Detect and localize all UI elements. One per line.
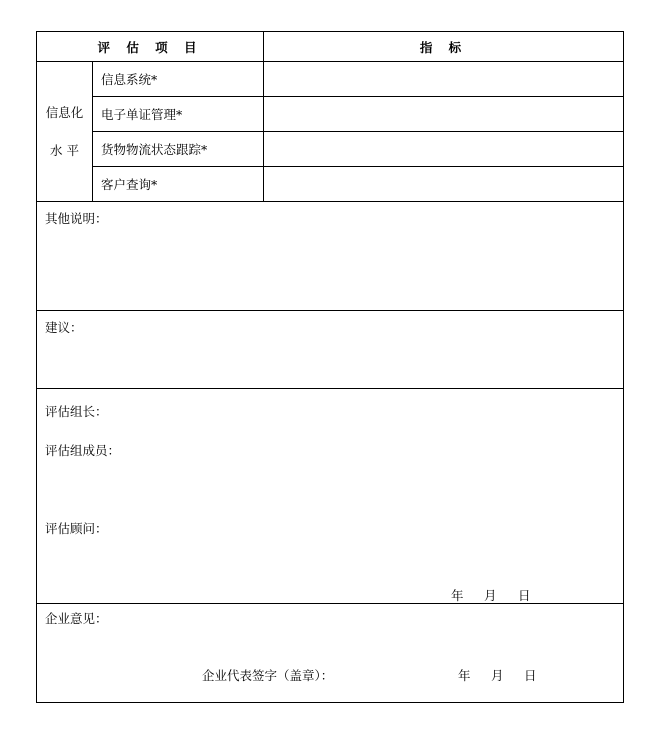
indicator-cell-customer-query[interactable] — [264, 167, 624, 202]
enterprise-signature-label: 企业代表签字（盖章）： — [202, 668, 334, 683]
indicator-cell-info-system[interactable] — [264, 62, 624, 97]
team-leader-label: 评估组长： — [45, 404, 108, 419]
item-customer-query: 客户查询* — [93, 167, 264, 202]
item-info-system: 信息系统* — [93, 62, 264, 97]
enterprise-opinion-label: 企业意见： — [45, 611, 108, 626]
group-informatization-level — [37, 62, 93, 202]
team-date-day: 日 — [518, 588, 531, 603]
enterprise-date-month: 月 — [491, 668, 504, 683]
advice-section[interactable] — [37, 311, 624, 389]
indicator-cell-e-document[interactable] — [264, 97, 624, 132]
item-cargo-tracking: 货物物流状态跟踪* — [93, 132, 264, 167]
team-members-label: 评估组成员： — [45, 443, 121, 458]
evaluation-form — [36, 31, 624, 703]
group-label-line1: 信息化 — [45, 104, 84, 120]
indicator-cell-cargo-tracking[interactable] — [264, 132, 624, 167]
item-e-document: 电子单证管理* — [93, 97, 264, 132]
enterprise-opinion-section[interactable] — [37, 604, 624, 703]
evaluation-team-section[interactable] — [37, 389, 624, 604]
advice-label: 建议： — [45, 320, 83, 335]
enterprise-date-day: 日 — [524, 668, 537, 683]
enterprise-date-year: 年 — [458, 668, 471, 683]
other-notes-section[interactable] — [37, 202, 624, 311]
team-date-month: 月 — [484, 588, 497, 603]
group-label-line2: 水 平 — [50, 142, 79, 158]
other-notes-label: 其他说明： — [45, 211, 108, 226]
team-date-year: 年 — [451, 588, 464, 603]
header-indicator: 指 标 — [264, 32, 624, 62]
header-evaluation-item: 评 估 项 目 — [37, 32, 264, 62]
consultant-label: 评估顾问： — [45, 521, 108, 536]
